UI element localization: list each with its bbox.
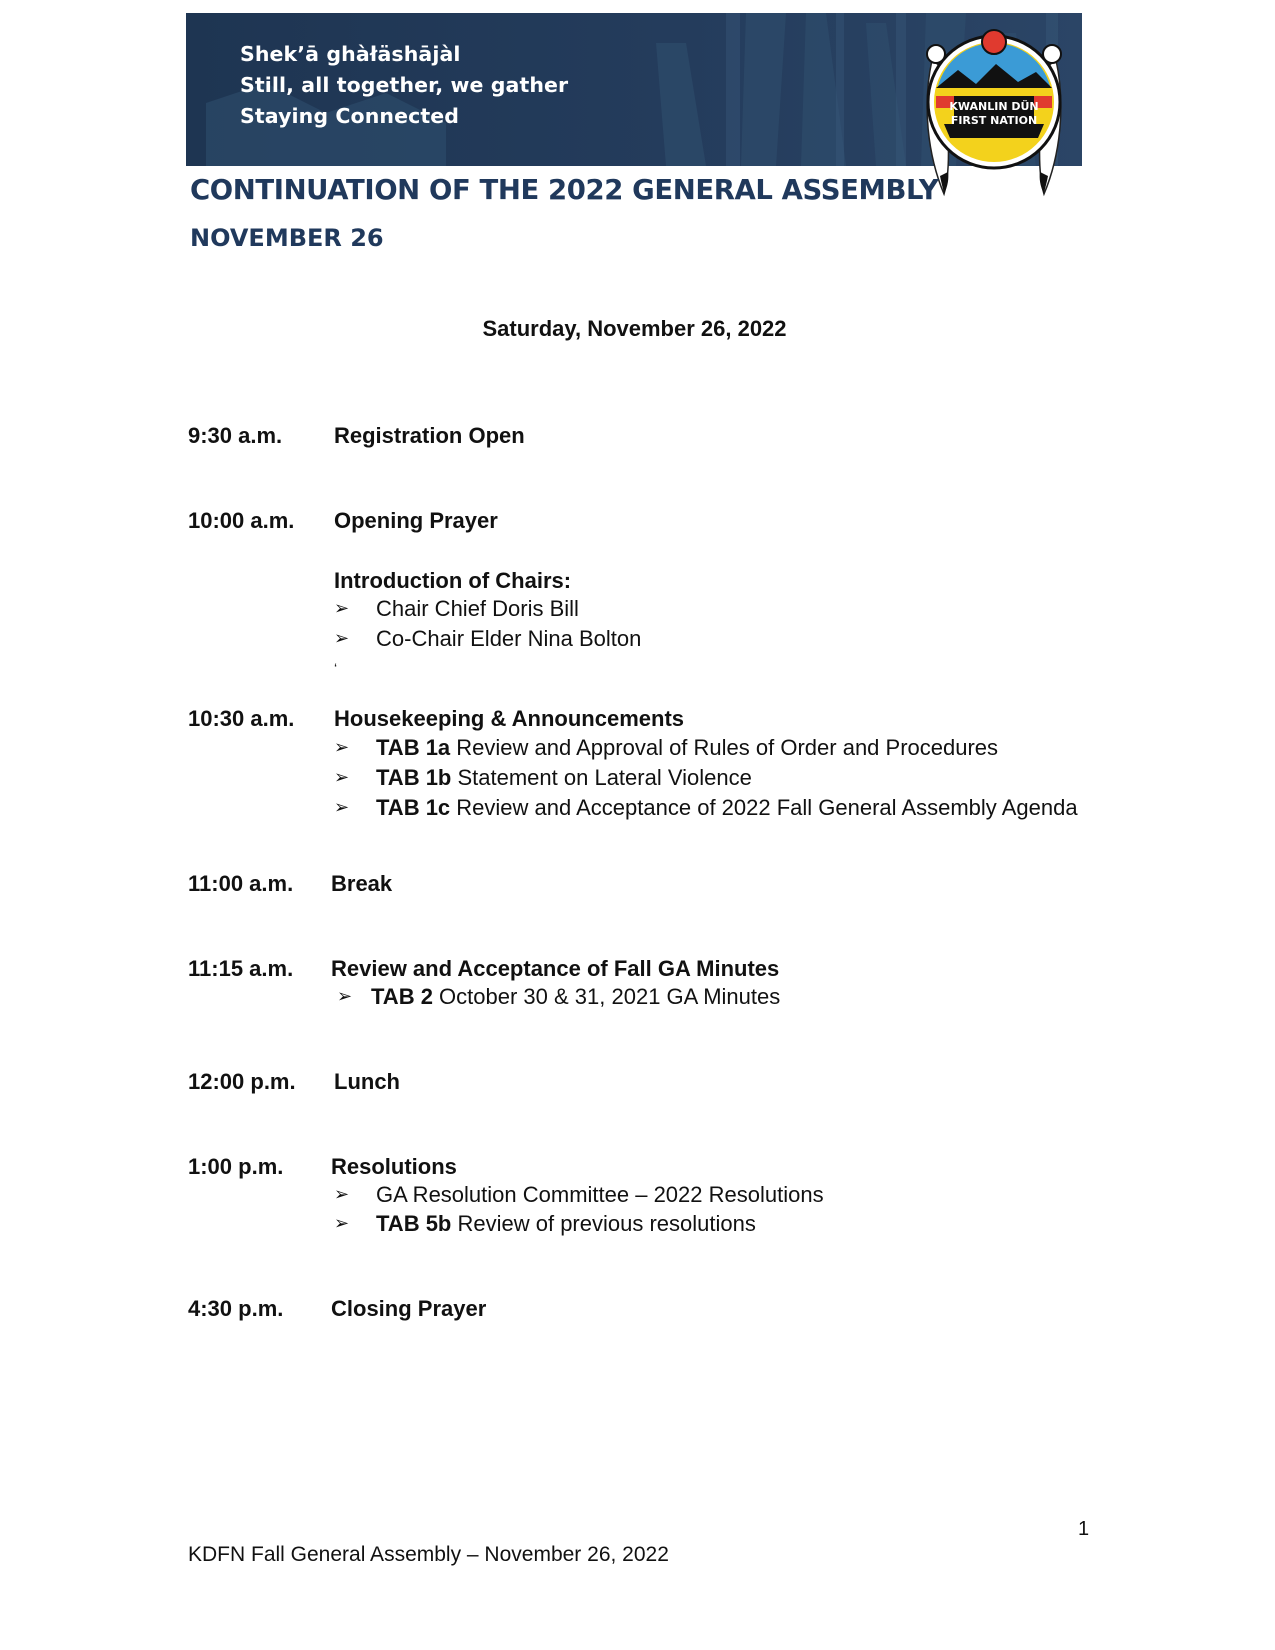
kwanlin-dun-logo [918,26,1070,202]
stray-mark: ‘ [334,660,338,676]
bullet-text: Review and Approval of Rules of Order and Procedures [450,735,999,760]
bullet-text: Review of previous resolutions [451,1211,756,1236]
date-heading: Saturday, November 26, 2022 [482,316,787,341]
agenda-item-title: Review and Acceptance of Fall GA Minutes [331,956,780,981]
bullet-text: Review and Acceptance of 2022 Fall General Assembly Agenda [450,795,1078,820]
agenda-item-title: Housekeeping & Announcements [334,706,685,731]
bullet-text: Statement on Lateral Violence [451,765,752,790]
bullet-text: Chair Chief Doris Bill [376,596,579,621]
banner-line-3: Staying Connected [240,104,460,128]
agenda-time: 4:30 p.m. [188,1296,284,1321]
arrow-bullet-icon: ➢ [334,737,350,758]
agenda-item-title: Resolutions [331,1154,457,1179]
logo-text-line-2: FIRST NATION [950,114,1038,127]
page-number: 1 [1078,1518,1090,1540]
tab-label: TAB 1b [376,765,452,790]
agenda-item-title: Break [331,871,393,896]
agenda-item-title: Opening Prayer [334,508,498,533]
agenda-time: 1:00 p.m. [188,1154,284,1179]
banner-line-2: Still, all together, we gather [240,73,569,97]
agenda-item-title: Closing Prayer [331,1296,487,1321]
bullet-text: Co-Chair Elder Nina Bolton [376,626,642,651]
agenda-time: 10:30 a.m. [188,706,295,731]
agenda-item-title: Lunch [334,1069,400,1094]
tab-label: TAB 1c [376,795,451,820]
banner-line-1: Shekʼā ghàłäshājàl [240,42,461,66]
agenda-time: 11:00 a.m. [188,871,294,896]
arrow-bullet-icon: ➢ [334,767,350,788]
arrow-bullet-icon: ➢ [337,986,353,1007]
bullet-text: GA Resolution Committee – 2022 Resolutions [376,1182,824,1207]
document-subtitle: NOVEMBER 26 [190,224,384,252]
tab-label: TAB 1a [376,735,451,760]
agenda-time: 11:15 a.m. [188,956,294,981]
tab-label: TAB 5b [376,1211,452,1236]
logo-text-line-1: KWANLIN DÜN [949,100,1039,113]
bullet-text: October 30 & 31, 2021 GA Minutes [432,984,781,1009]
agenda-time: 10:00 a.m. [188,508,295,533]
arrow-bullet-icon: ➢ [334,797,350,818]
arrow-bullet-icon: ➢ [334,628,350,649]
banner-tagline [240,39,568,132]
document-title: CONTINUATION OF THE 2022 GENERAL ASSEMBLY [190,174,939,206]
arrow-bullet-icon: ➢ [334,598,350,619]
agenda-time: 9:30 a.m. [188,423,283,448]
tab-label: TAB 2 [371,984,433,1009]
page-footer: KDFN Fall General Assembly – November 26, 2022 [188,1543,669,1566]
agenda-time: 12:00 p.m. [188,1069,296,1094]
agenda-item-title: Registration Open [334,423,525,448]
agenda-item-title: Introduction of Chairs: [334,568,572,593]
arrow-bullet-icon: ➢ [334,1184,350,1205]
arrow-bullet-icon: ➢ [334,1213,350,1234]
